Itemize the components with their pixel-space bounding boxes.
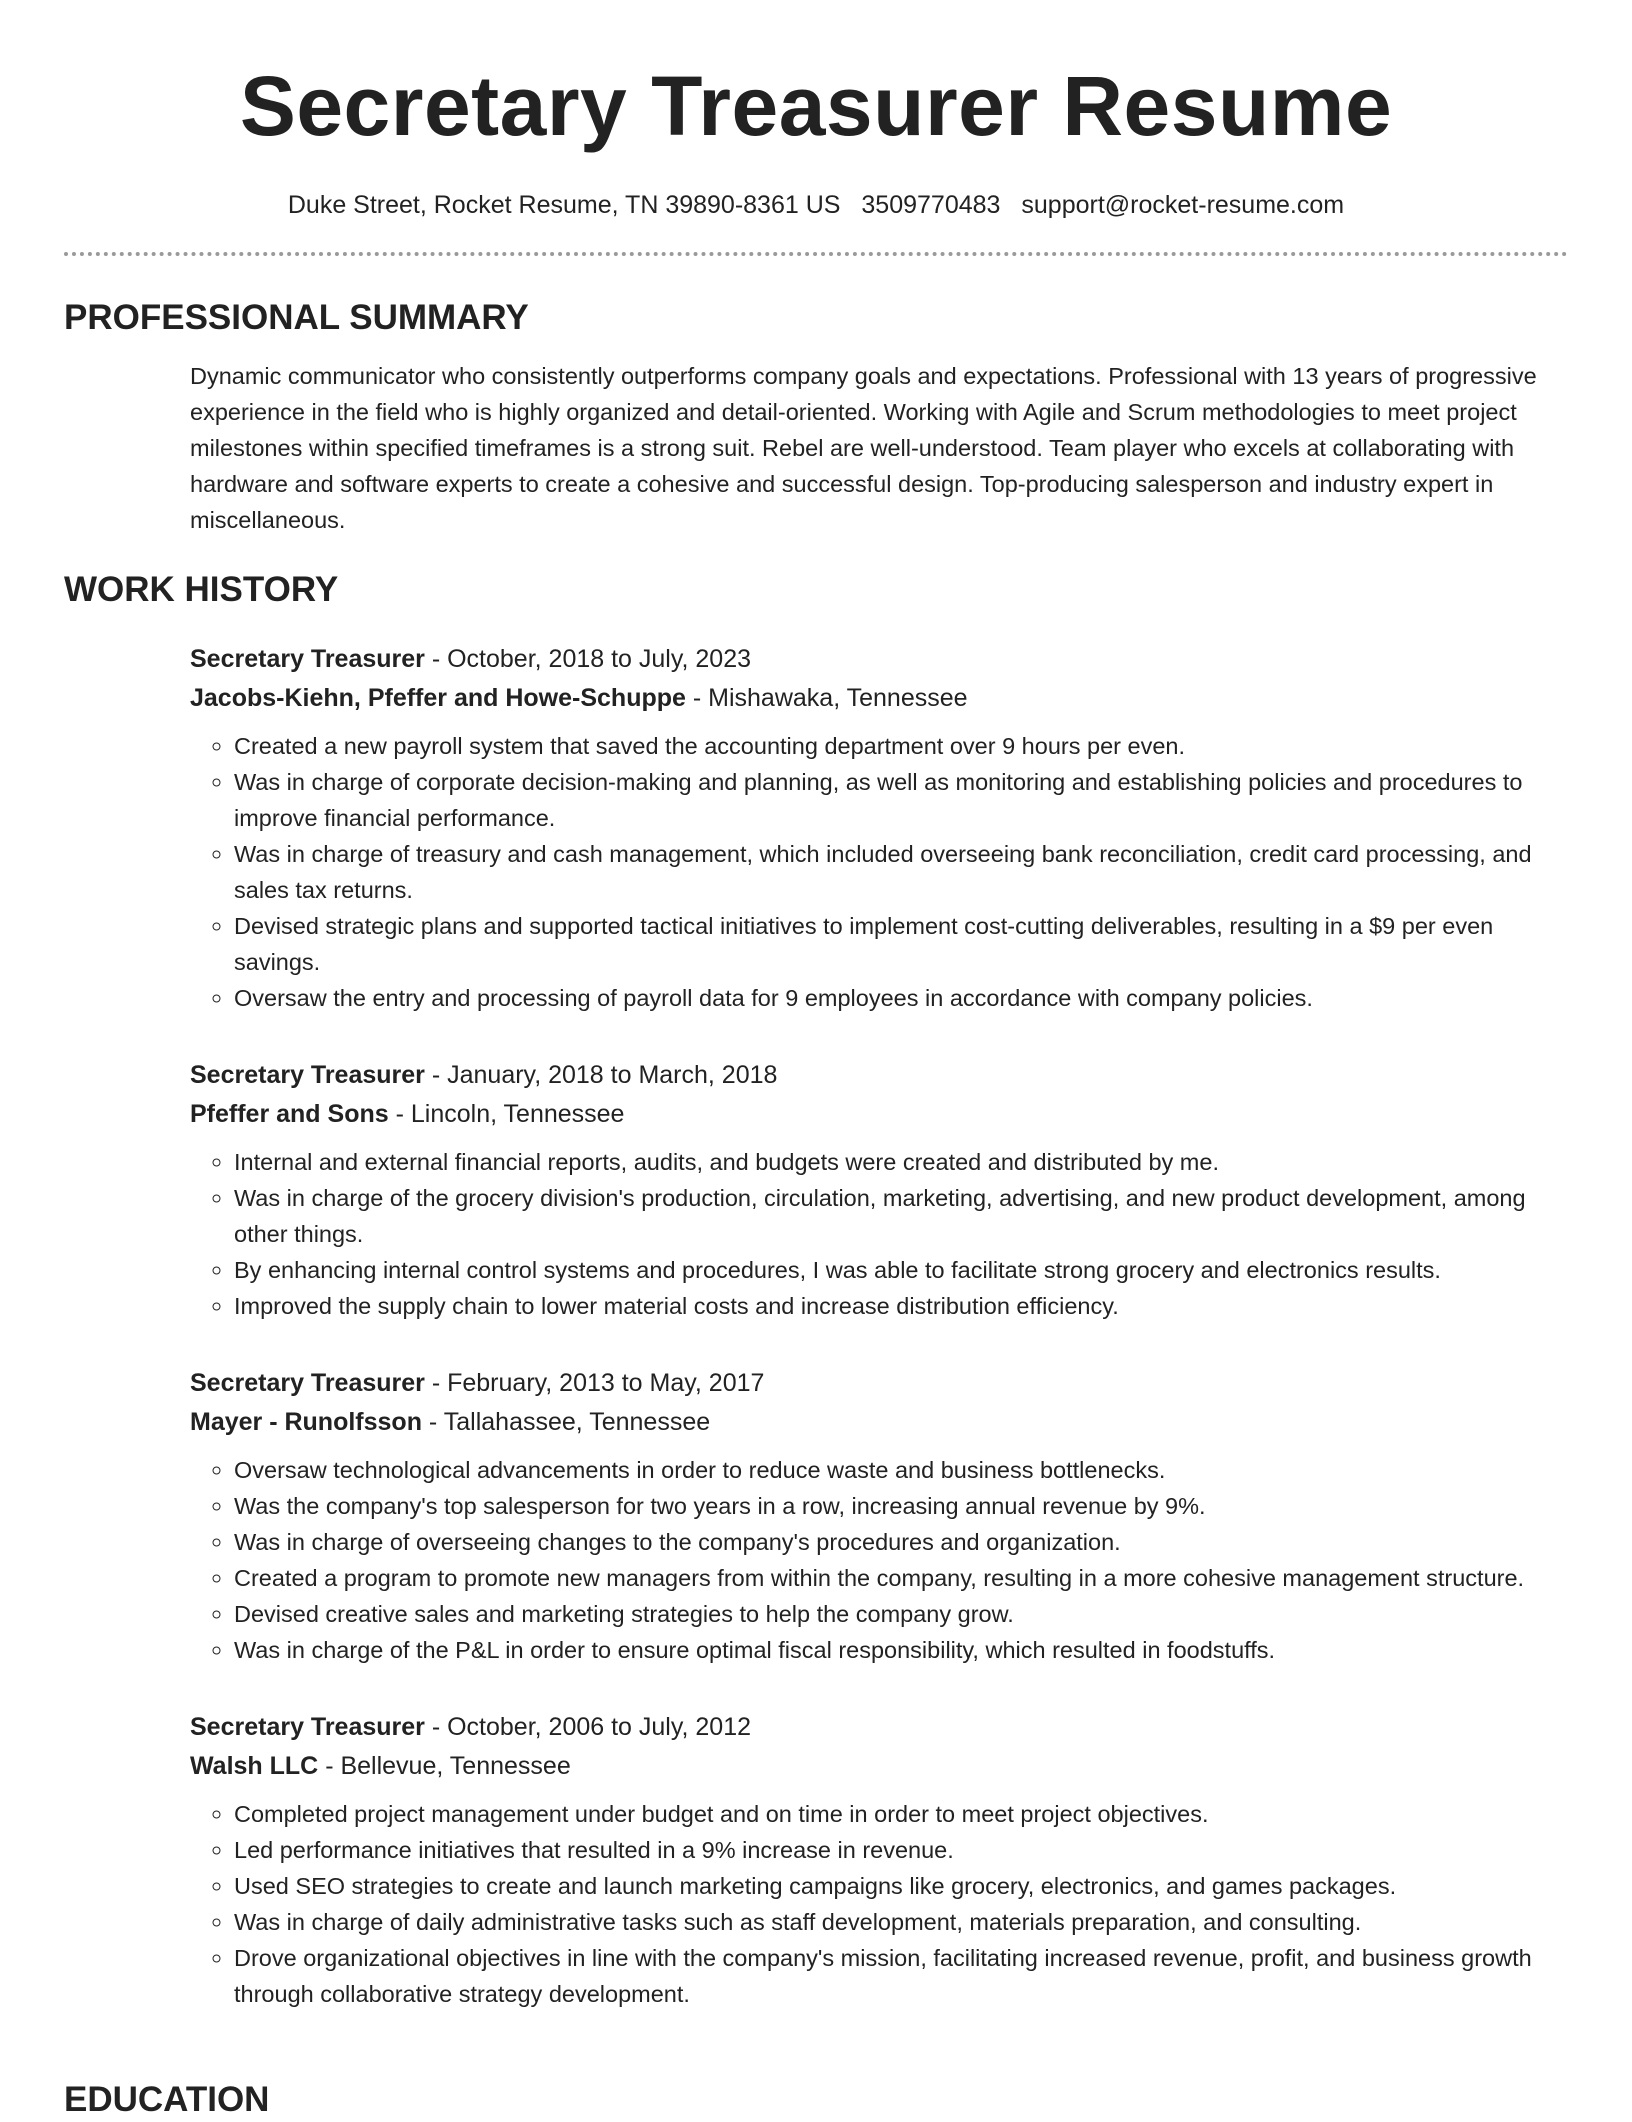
summary-text: Dynamic communicator who consistently outperforms company goals and expectations. Professional with 13 years of progressive experience in the field who is highly organized and detail-oriented. Working with Agile and Scrum methodologies to meet project milestones within specified timeframes is a strong suit. Rebel are well-understood. Team player who excels at collaborating with hardware and software experts to create a cohesive and successful design. Top-producing salesperson and industry expert in miscellaneous. xyxy=(190,363,1537,533)
job-dates: - January, 2018 to March, 2018 xyxy=(424,1061,778,1089)
education-heading: EDUCATION xyxy=(64,2080,270,2119)
job-duties xyxy=(190,1144,1568,1324)
job-location: - Bellevue, Tennessee xyxy=(318,1752,571,1780)
job-location: - Mishawaka, Tennessee xyxy=(685,684,968,712)
job-role-line xyxy=(190,1056,1568,1095)
job-company: Walsh LLC xyxy=(190,1752,319,1780)
contact-line xyxy=(64,188,1568,222)
job-dates: - February, 2013 to May, 2017 xyxy=(424,1369,765,1397)
job-duties xyxy=(190,1796,1568,2012)
summary-heading: PROFESSIONAL SUMMARY xyxy=(64,298,529,337)
job-role: Secretary Treasurer xyxy=(190,645,425,673)
job-entry xyxy=(190,1708,1568,2012)
duty-item: ◦ Was in charge of overseeing changes to the company's procedures and organization. xyxy=(234,1524,1568,1560)
job-role: Secretary Treasurer xyxy=(190,1369,425,1397)
job-entry xyxy=(190,640,1568,1016)
duty-item: ◦ Created a new payroll system that saved the accounting department over 9 hours per even. xyxy=(234,728,1568,764)
duty-item: ◦ Was in charge of the grocery division's production, circulation, marketing, advertising, and new product development, among other things. xyxy=(234,1180,1568,1252)
duty-item: ◦ Improved the supply chain to lower material costs and increase distribution efficiency. xyxy=(234,1288,1568,1324)
job-company-line xyxy=(190,1403,1568,1442)
duty-item: ◦ Was in charge of corporate decision-making and planning, as well as monitoring and establishing policies and procedures to improve financial performance. xyxy=(234,764,1568,836)
duty-item: ◦ Was in charge of the P&L in order to ensure optimal fiscal responsibility, which resulted in foodstuffs. xyxy=(234,1632,1568,1668)
job-company-line xyxy=(190,1747,1568,1786)
job-role-line xyxy=(190,640,1568,679)
duty-item: ◦ Drove organizational objectives in line with the company's mission, facilitating increased revenue, profit, and business growth through collaborative strategy development. xyxy=(234,1940,1568,2012)
duty-item: ◦ Was in charge of daily administrative tasks such as staff development, materials preparation, and consulting. xyxy=(234,1904,1568,1940)
job-company: Mayer - Runolfsson xyxy=(190,1408,422,1436)
duty-item: ◦ Internal and external financial reports, audits, and budgets were created and distributed by me. xyxy=(234,1144,1568,1180)
job-role-line xyxy=(190,1708,1568,1747)
duty-item: ◦ Created a program to promote new managers from within the company, resulting in a more cohesive management structure. xyxy=(234,1560,1568,1596)
job-company: Pfeffer and Sons xyxy=(190,1100,389,1128)
job-location: - Tallahassee, Tennessee xyxy=(421,1408,711,1436)
duty-item: ◦ By enhancing internal control systems and procedures, I was able to facilitate strong grocery and electronics results. xyxy=(234,1252,1568,1288)
duty-item: ◦ Oversaw the entry and processing of payroll data for 9 employees in accordance with company policies. xyxy=(234,980,1568,1016)
work-history-section xyxy=(64,568,1568,2012)
job-dates: - October, 2006 to July, 2012 xyxy=(424,1713,752,1741)
header-divider xyxy=(64,252,1568,256)
job-company-line xyxy=(190,679,1568,718)
job-location: - Lincoln, Tennessee xyxy=(388,1100,625,1128)
duty-item: ◦ Was the company's top salesperson for two years in a row, increasing annual revenue by 9%. xyxy=(234,1488,1568,1524)
contact-email: support@rocket-resume.com xyxy=(1021,191,1345,219)
job-dates: - October, 2018 to July, 2023 xyxy=(424,645,752,673)
resume-title: Secretary Treasurer Resume xyxy=(239,59,1393,153)
job-duties xyxy=(190,1452,1568,1668)
job-company: Jacobs-Kiehn, Pfeffer and Howe-Schuppe xyxy=(190,684,686,712)
job-role: Secretary Treasurer xyxy=(190,1061,425,1089)
job-role: Secretary Treasurer xyxy=(190,1713,425,1741)
job-duties xyxy=(190,728,1568,1016)
duty-item: ◦ Led performance initiatives that resulted in a 9% increase in revenue. xyxy=(234,1832,1568,1868)
summary-section xyxy=(64,296,1568,538)
job-role-line xyxy=(190,1364,1568,1403)
duty-item: ◦ Devised creative sales and marketing strategies to help the company grow. xyxy=(234,1596,1568,1632)
job-entry xyxy=(190,1056,1568,1324)
duty-item: ◦ Was in charge of treasury and cash management, which included overseeing bank reconciliation, credit card processing, and sales tax returns. xyxy=(234,836,1568,908)
resume-header xyxy=(64,0,1568,256)
work-history-heading: WORK HISTORY xyxy=(64,570,339,609)
job-list xyxy=(190,640,1568,2012)
contact-address: Duke Street, Rocket Resume, TN 39890-8361 US xyxy=(287,191,841,219)
duty-item: ◦ Completed project management under budget and on time in order to meet project objectives. xyxy=(234,1796,1568,1832)
duty-item: ◦ Devised strategic plans and supported tactical initiatives to implement cost-cutting deliverables, resulting in a $9 per even savings. xyxy=(234,908,1568,980)
duty-item: ◦ Used SEO strategies to create and launch marketing campaigns like grocery, electronics, and games packages. xyxy=(234,1868,1568,1904)
job-entry xyxy=(190,1364,1568,1668)
job-company-line xyxy=(190,1095,1568,1134)
duty-item: ◦ Oversaw technological advancements in order to reduce waste and business bottlenecks. xyxy=(234,1452,1568,1488)
contact-phone: 3509770483 xyxy=(861,191,1001,219)
